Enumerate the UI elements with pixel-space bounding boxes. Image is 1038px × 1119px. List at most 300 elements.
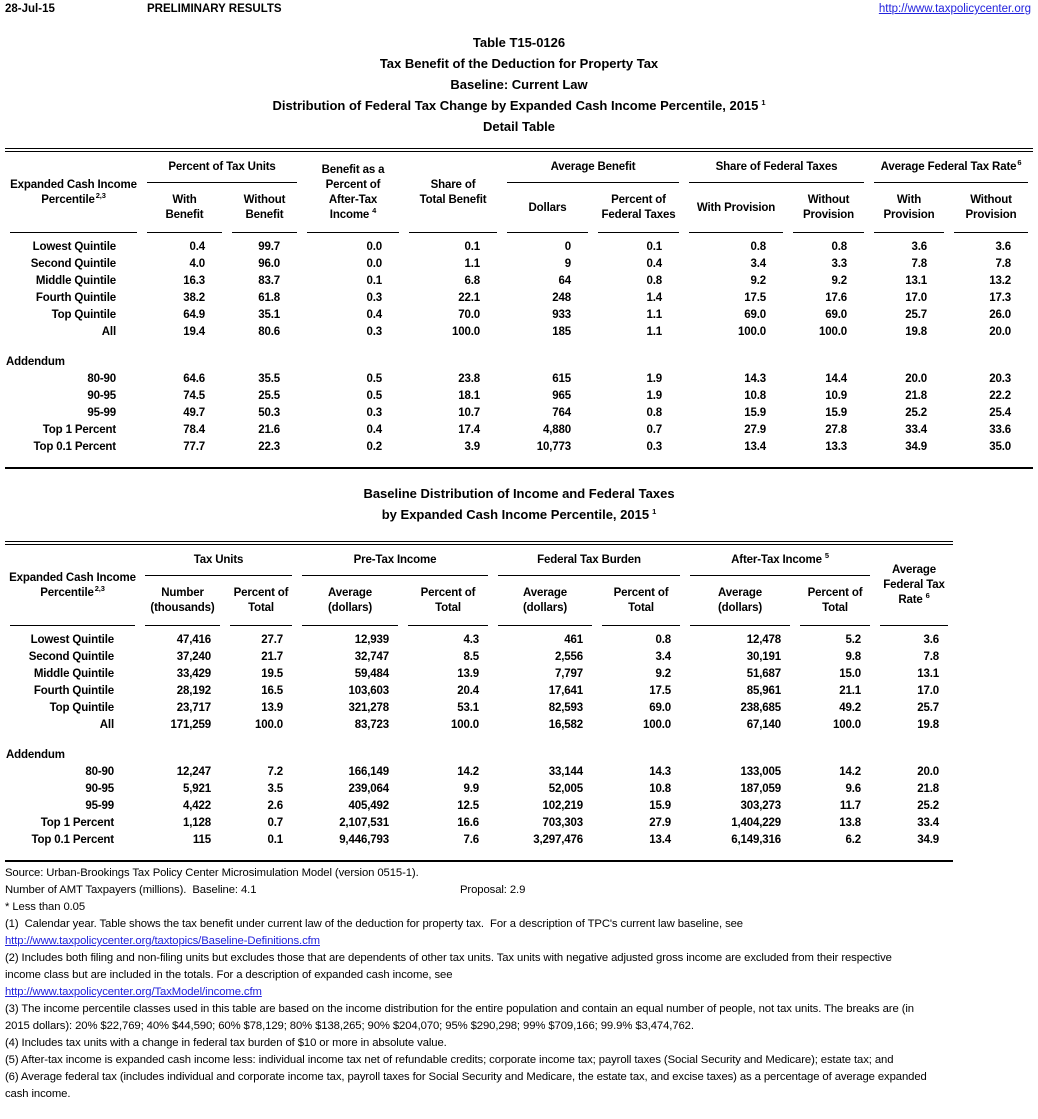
table-row	[5, 422, 1033, 439]
header-text: (dollars)	[718, 602, 763, 614]
addendum-label: Addendum	[6, 356, 65, 368]
table-cell: 100.0	[832, 719, 862, 731]
table-cell: 9.8	[845, 651, 862, 663]
table-cell: 3.6	[995, 241, 1012, 253]
footnote-line: Source: Urban-Brookings Tax Policy Center Microsimulation Model (version 0515-1).	[5, 867, 419, 879]
table-cell: 74.5	[183, 390, 205, 402]
table-cell: 9.2	[831, 275, 848, 287]
table-cell: 15.9	[825, 407, 848, 419]
table-cell: 171,259	[170, 719, 211, 731]
spacer-cell	[5, 734, 953, 747]
table-cell: 8.5	[463, 651, 480, 663]
table-cell: 25.7	[905, 309, 928, 321]
table-cell: 7.2	[267, 766, 283, 778]
table-cell: 10.7	[458, 407, 480, 419]
table-cell: 20.4	[457, 685, 480, 697]
detail-table-body	[5, 233, 1033, 468]
table-cell: 16.5	[261, 685, 283, 697]
table-cell: 6,149,316	[731, 834, 782, 846]
table-row	[5, 683, 953, 700]
table-cell: 13.4	[649, 834, 672, 846]
table-cell: 0.4	[189, 241, 205, 253]
table-cell: 0.2	[366, 441, 382, 453]
table-cell: 15.9	[744, 407, 767, 419]
header-text: Benefit	[165, 209, 204, 221]
row-label: Top Quintile	[51, 309, 116, 321]
table-cell: 0.3	[366, 292, 382, 304]
table-cell: 83,723	[354, 719, 389, 731]
baseline-table-body	[5, 626, 953, 861]
table-cell: 21.6	[258, 424, 280, 436]
table-cell: 102,219	[542, 800, 584, 812]
table-cell: 239,064	[348, 783, 389, 795]
distribution-title	[5, 95, 1033, 116]
header-text: Average Benefit	[550, 161, 636, 173]
header-text: Federal Tax Burden	[537, 554, 641, 566]
header-sub-row	[5, 183, 1033, 233]
amt-proposal-text: Proposal: 2.9	[460, 884, 526, 896]
table-cell: 5,921	[182, 783, 211, 795]
header-text: After-Tax Income	[731, 554, 822, 566]
header-text: With	[896, 194, 922, 206]
table-row	[5, 307, 1033, 324]
row-label: 95-99	[85, 800, 114, 812]
row-label: Lowest Quintile	[32, 241, 116, 253]
table-cell: 0.8	[831, 241, 848, 253]
header-text: Federal Tax	[883, 579, 945, 591]
table-cell: 20.0	[989, 326, 1012, 338]
table-cell: 2,556	[554, 651, 584, 663]
table-cell: 4,422	[182, 800, 211, 812]
title-block	[5, 32, 1033, 137]
table-cell: 9,446,793	[339, 834, 389, 846]
table-cell: 99.7	[258, 241, 280, 253]
table-cell: 59,484	[354, 668, 389, 680]
table-row	[5, 764, 953, 781]
table-cell: 64.6	[183, 373, 205, 385]
row-label: 95-99	[87, 407, 116, 419]
table-cell: 405,492	[348, 800, 389, 812]
group-header-federal-tax-burden	[493, 543, 685, 576]
table-cell: 100.0	[737, 326, 767, 338]
header-text: Average	[892, 564, 936, 576]
col-header-expanded-cash-income-percentile	[5, 150, 142, 233]
table-cell: 47,416	[176, 634, 211, 646]
col-header-average-pretax	[297, 576, 403, 626]
table-cell: 21.1	[839, 685, 862, 697]
table-cell: 615	[552, 373, 571, 385]
header-text: Total Benefit	[419, 193, 487, 206]
table-row	[5, 273, 1033, 290]
table-cell: 20.0	[905, 373, 928, 385]
table-cell: 33,429	[176, 668, 211, 680]
table-cell: 7.8	[911, 258, 928, 270]
table-cell: 25.7	[917, 702, 940, 714]
section-row	[5, 354, 1033, 371]
footnote-line: (6) Average federal tax (includes individual and corporate income tax, payroll taxes for Social Security and Medicare, the estate tax, and excise taxes) as a percentage of average expanded	[5, 1071, 927, 1083]
table-cell: 5.2	[845, 634, 862, 646]
group-header-pre-tax-income	[297, 543, 493, 576]
header-text: Percent of	[325, 178, 381, 191]
row-label: 80-90	[85, 766, 114, 778]
row-label: Second Quintile	[28, 651, 114, 663]
table-cell: 33.4	[917, 817, 940, 829]
table-cell: 18.1	[458, 390, 480, 402]
table-cell: 3.9	[464, 441, 480, 453]
table-cell: 28,192	[176, 685, 211, 697]
col-header-with-provision-rate	[869, 183, 949, 233]
table-cell: 77.7	[183, 441, 205, 453]
tpc-home-link[interactable]: http://www.taxpolicycenter.org	[878, 3, 1031, 15]
report-date: 28-Jul-15	[5, 3, 55, 15]
table-cell: 35.0	[989, 441, 1012, 453]
top-meta-bar	[5, 3, 1033, 21]
table-cell: 3.5	[267, 783, 283, 795]
footnote-line	[5, 984, 1033, 1001]
table-cell: 14.2	[457, 766, 480, 778]
footnote-link[interactable]: http://www.taxpolicycenter.org/taxtopics/Baseline-Definitions.cfm	[5, 935, 320, 947]
table-cell: 25.4	[989, 407, 1012, 419]
header-text: Percent of	[807, 587, 863, 599]
table-row	[5, 649, 953, 666]
table-cell: 34.9	[917, 834, 940, 846]
header-text: Provision	[802, 209, 855, 221]
header-text: Total	[248, 602, 274, 614]
header-text: Benefit	[245, 209, 284, 221]
header-text: Provision	[965, 209, 1017, 221]
table-cell: 1.9	[646, 390, 663, 402]
table-cell: 0.1	[366, 275, 382, 287]
table-cell: 7,797	[554, 668, 584, 680]
table-cell: 0.1	[646, 241, 663, 253]
table-cell: 37,240	[176, 651, 211, 663]
header-text: Percent of	[233, 587, 289, 599]
detail-table-title: Detail Table	[482, 119, 555, 134]
table-cell: 0.0	[366, 258, 382, 270]
table-cell: 17.0	[905, 292, 928, 304]
row-label: 90-95	[85, 783, 114, 795]
footnote-line: (5) After-tax income is expanded cash income less: individual income tax net of refundable credits; corporate income tax; payroll taxes (Social Security and Medicare); estate tax; and	[5, 1054, 894, 1066]
superscript: 2,3	[94, 583, 105, 593]
table-number-title: Table T15-0126	[472, 35, 566, 50]
header-text: Percentile	[40, 586, 94, 599]
table-cell: 10.8	[649, 783, 672, 795]
footnote-link[interactable]: http://www.taxpolicycenter.org/TaxModel/income.cfm	[5, 986, 262, 998]
table-cell: 1.1	[464, 258, 480, 270]
header-text: Without	[807, 194, 850, 206]
col-header-average-aftertax	[685, 576, 795, 626]
table-cell: 100.0	[451, 326, 480, 338]
table-cell: 12,478	[746, 634, 782, 646]
table-cell: 0.8	[646, 275, 663, 287]
header-text: Pre-Tax Income	[353, 554, 437, 566]
table-cell: 321,278	[348, 702, 389, 714]
table-cell: 9.2	[655, 668, 672, 680]
baseline-title: Baseline: Current Law	[450, 77, 588, 92]
spacer-row	[5, 734, 953, 747]
superscript: 2,3	[95, 190, 106, 200]
header-text: (dollars)	[523, 602, 568, 614]
table-row	[5, 832, 953, 861]
table-cell: 1,404,229	[731, 817, 782, 829]
table-cell: 35.5	[258, 373, 280, 385]
table-cell: 15.9	[649, 800, 672, 812]
table-cell: 17.5	[649, 685, 672, 697]
table-cell: 0.7	[646, 424, 663, 436]
table-cell: 21.8	[917, 783, 940, 795]
spacer-row	[5, 341, 1033, 354]
table-cell: 25.2	[905, 407, 928, 419]
table-cell: 166,149	[348, 766, 389, 778]
row-label: Lowest Quintile	[30, 634, 114, 646]
superscript: 1	[652, 506, 657, 516]
table-cell: 27.9	[744, 424, 767, 436]
table-cell: 0.3	[366, 407, 382, 419]
header-text: Total	[628, 602, 654, 614]
header-text: Income	[329, 208, 370, 221]
table-cell: 933	[552, 309, 571, 321]
table-cell: 7.8	[923, 651, 940, 663]
group-header-after-tax-income	[685, 543, 875, 576]
header-text: Dollars	[528, 201, 567, 214]
table-cell: 49.7	[183, 407, 205, 419]
table-cell: 14.3	[649, 766, 672, 778]
footnote-line: * Less than 0.05	[5, 901, 86, 913]
table-cell: 21.8	[905, 390, 928, 402]
header-text: Share of	[430, 178, 476, 191]
table-cell: 9.2	[750, 275, 767, 287]
table-cell: 78.4	[183, 424, 205, 436]
table-cell: 49.2	[839, 702, 862, 714]
table-cell: 10.9	[825, 390, 848, 402]
table-cell: 0.3	[366, 326, 382, 338]
header-text: Tax Units	[193, 554, 244, 566]
table-cell: 0.7	[267, 817, 283, 829]
table-row	[5, 405, 1033, 422]
table-cell: 14.3	[744, 373, 767, 385]
superscript: 5	[824, 551, 829, 561]
detail-table	[5, 148, 1033, 469]
table-cell: 27.8	[825, 424, 848, 436]
table-cell: 965	[552, 390, 571, 402]
col-header-without-provision-share	[788, 183, 869, 233]
table-cell: 0.4	[366, 309, 382, 321]
table-cell: 12.5	[457, 800, 480, 812]
superscript: 1	[761, 97, 766, 107]
header-text: (thousands)	[150, 602, 215, 614]
table-cell: 33.4	[905, 424, 928, 436]
table-cell: 16.3	[183, 275, 205, 287]
col-header-without-provision-rate	[949, 183, 1033, 233]
distribution-title-text: Distribution of Federal Tax Change by Expanded Cash Income Percentile, 2015	[272, 98, 759, 113]
table-cell: 10.8	[744, 390, 767, 402]
table-cell: 14.4	[825, 373, 848, 385]
col-header-percent-of-total-burden	[597, 576, 685, 626]
table-cell: 303,273	[740, 800, 782, 812]
table-cell: 4,880	[542, 424, 571, 436]
table-cell: 19.4	[183, 326, 205, 338]
baseline-table-subtitle-text: by Expanded Cash Income Percentile, 2015	[381, 507, 650, 522]
header-text: Number	[161, 587, 204, 599]
header-text: Benefit as a	[321, 163, 385, 176]
col-header-percent-of-federal-taxes	[593, 183, 684, 233]
col-header-with-provision-share	[684, 183, 788, 233]
table-cell: 3.3	[831, 258, 848, 270]
table-cell: 80.6	[258, 326, 280, 338]
row-label: Second Quintile	[30, 258, 116, 270]
baseline-table-subtitle	[5, 504, 1033, 525]
table-cell: 50.3	[258, 407, 280, 419]
table-cell: 1.4	[646, 292, 663, 304]
table-cell: 33,144	[548, 766, 584, 778]
row-label: Middle Quintile	[33, 668, 114, 680]
header-text: Rate	[898, 594, 923, 606]
table-cell: 15.0	[839, 668, 862, 680]
header-group-row	[5, 543, 953, 576]
row-label: All	[101, 326, 116, 338]
table-cell: 3.4	[655, 651, 672, 663]
table-cell: 32,747	[354, 651, 389, 663]
table-cell: 33.6	[989, 424, 1012, 436]
header-text: Provision	[883, 209, 935, 221]
table-cell: 17.4	[458, 424, 480, 436]
table-cell: 69.0	[825, 309, 848, 321]
table-cell: 51,687	[746, 668, 782, 680]
table-cell: 17.0	[917, 685, 940, 697]
header-text: Total	[822, 602, 848, 614]
table-cell: 35.1	[258, 309, 280, 321]
table-cell: 52,005	[548, 783, 584, 795]
group-header-percent-of-tax-units	[142, 150, 302, 183]
row-label: Top 0.1 Percent	[33, 441, 116, 453]
table-cell: 70.0	[458, 309, 480, 321]
table-cell: 4.0	[189, 258, 205, 270]
footnote-line: cash income.	[5, 1088, 71, 1100]
table-cell: 21.7	[261, 651, 283, 663]
table-cell: 1,128	[182, 817, 211, 829]
row-label: 90-95	[87, 390, 116, 402]
table-cell: 13.3	[825, 441, 848, 453]
table-cell: 9	[564, 258, 571, 270]
detail-table-header	[5, 150, 1033, 233]
preliminary-results-label: PRELIMINARY RESULTS	[147, 3, 282, 15]
table-cell: 10,773	[536, 441, 571, 453]
superscript: 6	[1017, 158, 1022, 168]
table-cell: 11.7	[839, 800, 862, 812]
table-cell: 12,939	[354, 634, 389, 646]
table-cell: 2,107,531	[339, 817, 389, 829]
table-row	[5, 717, 953, 734]
table-cell: 13.9	[261, 702, 283, 714]
table-cell: 17,641	[548, 685, 584, 697]
table-cell: 16,582	[548, 719, 584, 731]
footnote-line: (3) The income percentile classes used in this table are based on the income distribution for the entire population and contain an equal number of people, not tax units. The breaks are (in	[5, 1003, 914, 1015]
table-cell: 17.3	[989, 292, 1012, 304]
baseline-table-header	[5, 543, 953, 626]
col-header-percent-of-total-aftertax	[795, 576, 875, 626]
table-cell: 764	[552, 407, 571, 419]
header-text: Without	[243, 194, 286, 206]
table-subject-title: Tax Benefit of the Deduction for Property Tax	[379, 56, 659, 71]
table-cell: 25.5	[258, 390, 280, 402]
col-header-with-benefit	[142, 183, 227, 233]
table-cell: 100.0	[642, 719, 672, 731]
table-cell: 69.0	[744, 309, 767, 321]
table-cell: 14.2	[839, 766, 862, 778]
table-cell: 103,603	[348, 685, 389, 697]
header-text: Percent of	[611, 194, 666, 206]
table-cell: 0.4	[366, 424, 382, 436]
col-header-percent-of-total-pretax	[403, 576, 493, 626]
row-label: Fourth Quintile	[35, 292, 116, 304]
table-cell: 0.1	[267, 834, 283, 846]
table-cell: 3.4	[750, 258, 767, 270]
table-row	[5, 666, 953, 683]
header-text: Percent of	[613, 587, 669, 599]
table-cell: 67,140	[746, 719, 782, 731]
table-row	[5, 233, 1033, 256]
spacer-cell	[5, 341, 1033, 354]
table-row	[5, 700, 953, 717]
baseline-table-title: Baseline Distribution of Income and Federal Taxes	[363, 486, 675, 501]
table-cell: 100.0	[254, 719, 283, 731]
table-cell: 0.4	[646, 258, 663, 270]
table-cell: 187,059	[740, 783, 782, 795]
table-cell: 3.6	[911, 241, 928, 253]
table-row	[5, 371, 1033, 388]
footnote-line: (2) Includes both filing and non-filing units but excludes those that are dependents of other tax units. Tax units with negative adjusted gross income are excluded from their respective	[5, 952, 892, 964]
group-header-tax-units	[140, 543, 297, 576]
table-cell: 2.6	[267, 800, 283, 812]
table-cell: 133,005	[740, 766, 782, 778]
table-cell: 100.0	[819, 326, 848, 338]
table-row	[5, 388, 1033, 405]
footnote-line: (1) Calendar year. Table shows the tax benefit under current law of the deduction for property tax. For a description of TPC's current law baseline, see	[5, 918, 743, 930]
row-label: 80-90	[87, 373, 116, 385]
table-cell: 6.2	[845, 834, 862, 846]
table-cell: 27.7	[261, 634, 283, 646]
table-cell: 0.8	[750, 241, 767, 253]
header-text: After-Tax	[328, 193, 378, 206]
row-label: Top Quintile	[49, 702, 114, 714]
baseline-distribution-table	[5, 541, 953, 862]
table-cell: 238,685	[740, 702, 782, 714]
header-text: Share of Federal Taxes	[715, 161, 838, 173]
table-cell: 0.5	[366, 390, 382, 402]
table-cell: 9.9	[463, 783, 480, 795]
header-text: Without	[970, 194, 1012, 206]
table-cell: 9.6	[845, 783, 862, 795]
table-cell: 0.3	[646, 441, 663, 453]
col-header-benefit-as-percent-of-after-tax-income	[302, 150, 404, 233]
table-cell: 185	[552, 326, 571, 338]
baseline-table-title-block	[5, 483, 1033, 525]
col-header-dollars	[502, 183, 593, 233]
table-cell: 23.8	[458, 373, 480, 385]
table-cell: 0.0	[366, 241, 382, 253]
col-header-percent-of-total-units	[225, 576, 297, 626]
section-row	[5, 747, 953, 764]
amt-taxpayers-line	[5, 882, 1033, 899]
header-text: Total	[435, 602, 461, 614]
table-cell: 3.6	[923, 634, 940, 646]
row-label: Top 0.1 Percent	[31, 834, 114, 846]
table-cell: 0.1	[464, 241, 480, 253]
table-cell: 13.2	[989, 275, 1012, 287]
table-cell: 30,191	[746, 651, 782, 663]
table-cell: 19.8	[905, 326, 928, 338]
table-cell: 115	[192, 834, 211, 846]
